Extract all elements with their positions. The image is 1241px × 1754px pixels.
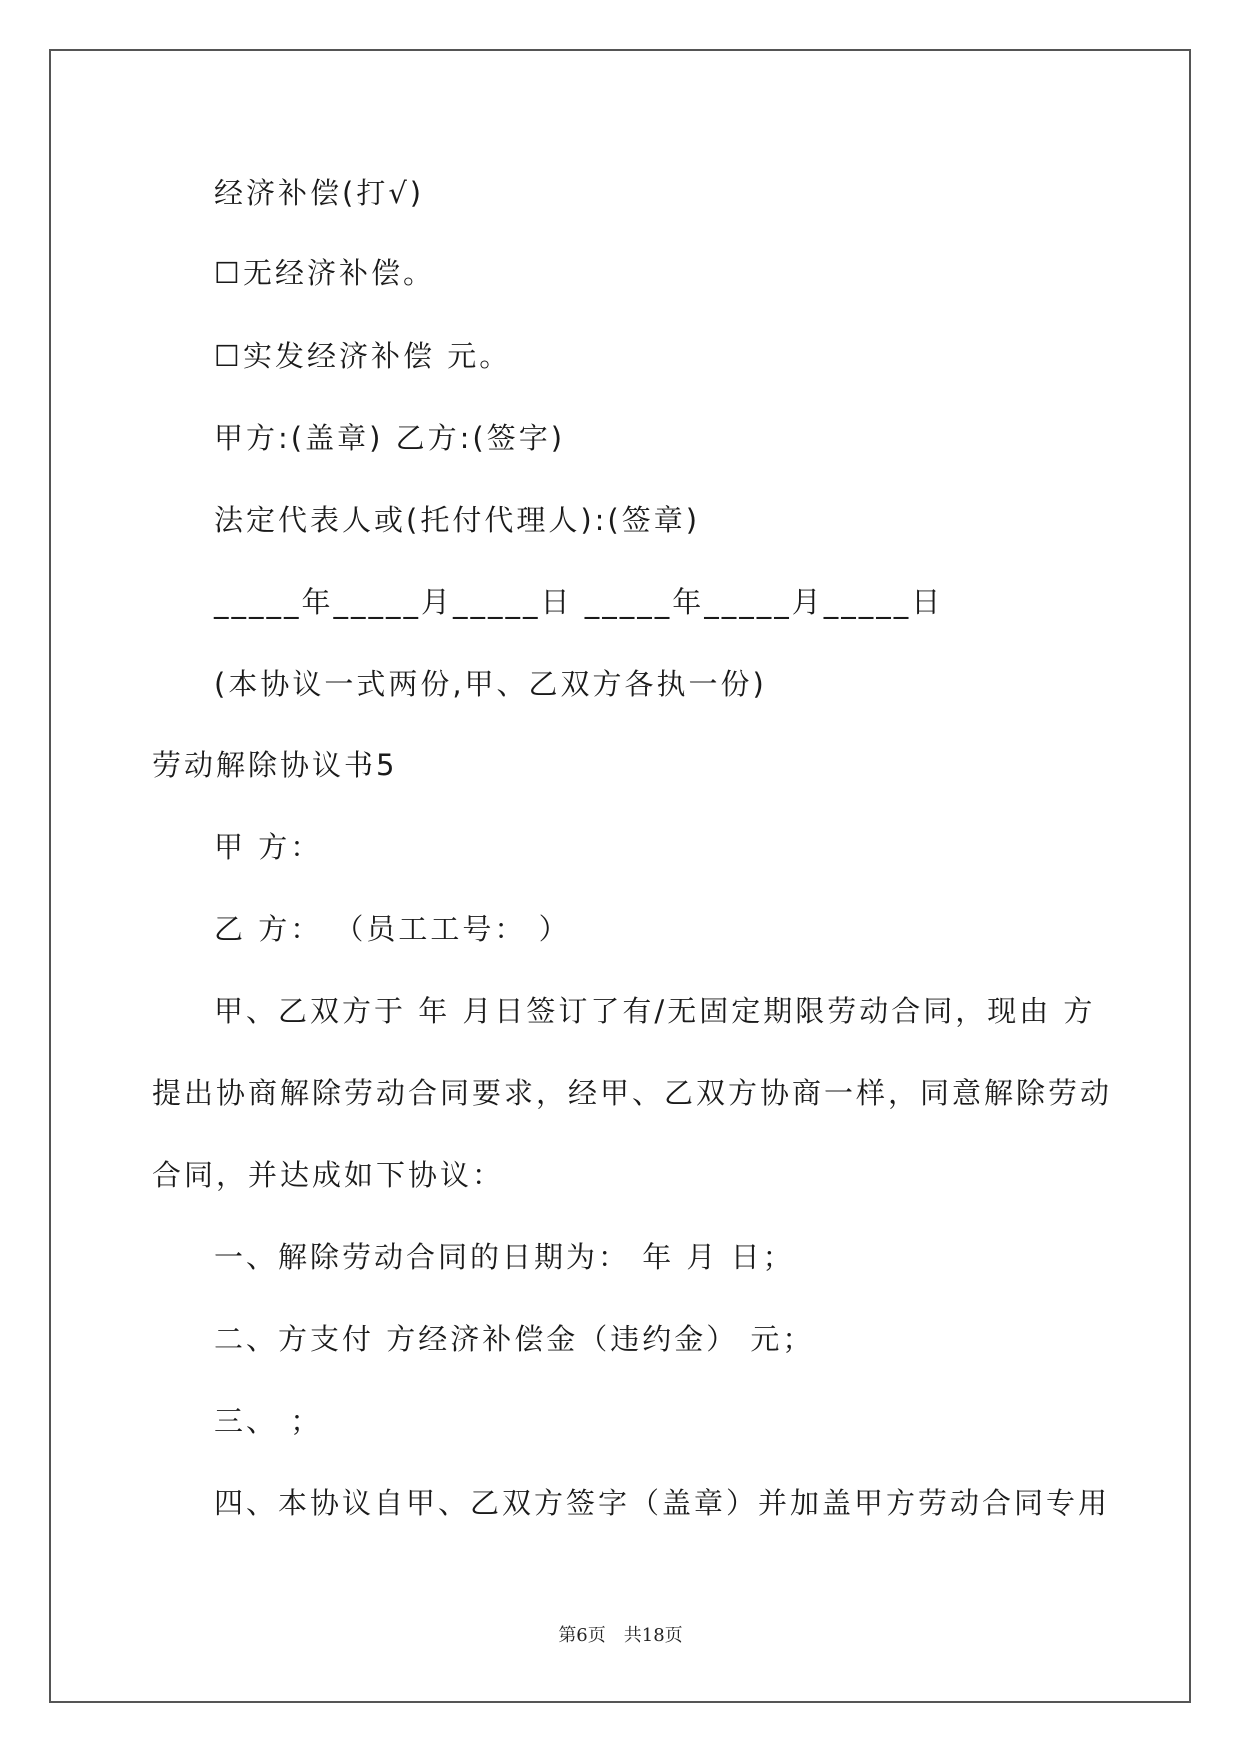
paragraph-line-3: 合同，并达成如下协议：: [152, 1158, 505, 1192]
paragraph-line-2: 提出协商解除劳动合同要求，经甲、乙双方协商一样，同意解除劳动: [152, 1076, 1113, 1110]
signature-parties-line: 甲方:(盖章) 乙方:(签字): [214, 421, 566, 455]
compensation-heading: 经济补偿(打√): [214, 176, 425, 210]
date-blanks-line: _____年_____月_____日 _____年_____月_____日: [214, 585, 944, 619]
party-b-line: 乙 方： （员工工号： ）: [214, 912, 571, 946]
clause-4: 四、本协议自甲、乙双方签字（盖章）并加盖甲方劳动合同专用: [214, 1486, 1111, 1520]
clause-3: 三、 ；: [214, 1404, 323, 1438]
party-a-line: 甲 方：: [214, 830, 323, 864]
section-title: 劳动解除协议书5: [152, 748, 398, 782]
page-border: [49, 49, 1191, 1703]
copies-note: (本协议一式两份,甲、乙双方各执一份): [214, 667, 767, 701]
option-paid-compensation: ☐实发经济补偿 元。: [214, 339, 512, 373]
paragraph-line-1: 甲、乙双方于 年 月日签订了有/无固定期限劳动合同，现由 方: [214, 994, 1096, 1028]
option-no-compensation: ☐无经济补偿。: [214, 256, 435, 290]
page-number-footer: 第6页 共18页: [558, 1625, 683, 1646]
clause-2: 二、方支付 方经济补偿金（违约金） 元；: [214, 1322, 815, 1356]
clause-1: 一、解除劳动合同的日期为： 年 月 日；: [214, 1240, 795, 1274]
legal-representative-line: 法定代表人或(托付代理人):(签章): [214, 503, 701, 537]
